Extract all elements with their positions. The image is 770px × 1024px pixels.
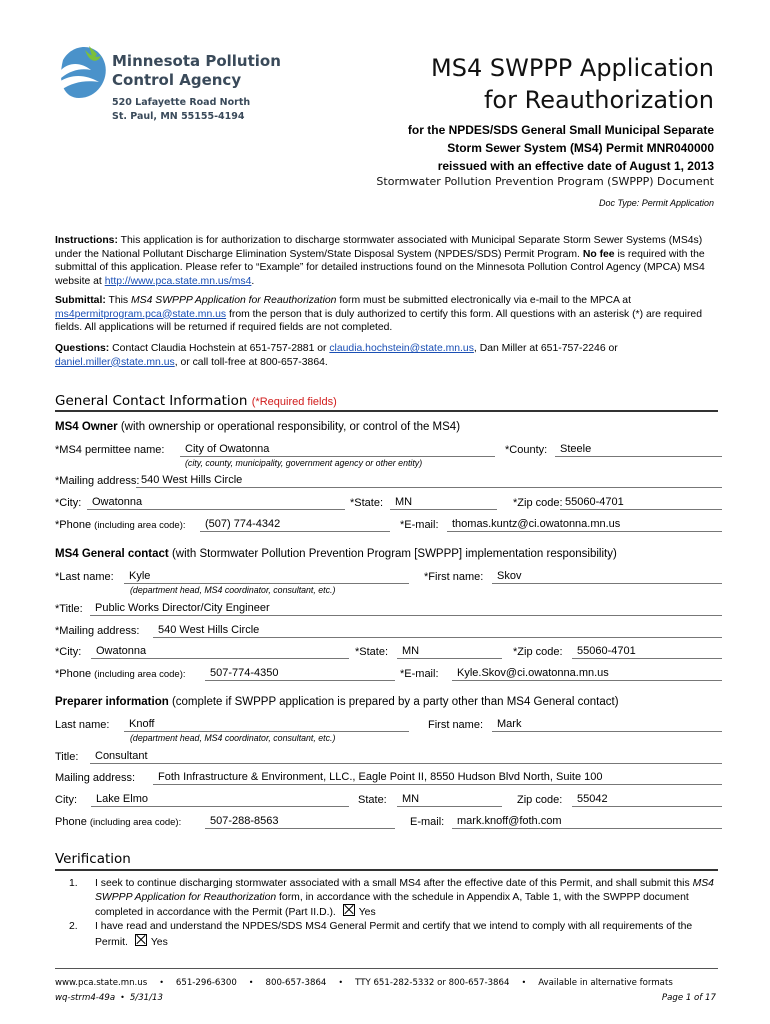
preparer-mailing-label: Mailing address: <box>55 772 136 784</box>
document-type-title: Stormwater Pollution Prevention Program (SWPPP) Document <box>376 175 714 188</box>
permittee-name-hint: (city, county, municipality, government agency or other entity) <box>185 458 423 468</box>
preparer-information-heading: Preparer information (complete if SWPPP application is prepared by a party other than MS4 General contact) <box>55 696 619 708</box>
form-name: MS4 SWPPP Application for Reauthorization <box>131 295 337 306</box>
zip-code-label: *Zip code: <box>513 497 563 509</box>
doc-type-label: Doc Type: Permit Application <box>598 198 714 208</box>
instructions-label: Instructions: <box>55 235 118 246</box>
verification-item-1: 1. I seek to continue discharging stormwater associated with a small MS4 after the effective date of this Permit, and shall submit this MS4 SWPPP Application for Reauthorization form, in accordance with the schedule in Appendix A, Table 1, with the SWPPP document completed in accordance with the Permit (Part II.D.). Yes <box>69 878 714 918</box>
contact-first-name-label: *First name: <box>424 571 484 583</box>
preparer-title-field[interactable]: Consultant <box>90 750 722 764</box>
permittee-name-field[interactable]: City of Owatonna <box>180 443 495 457</box>
preparer-state-label: State: <box>358 794 387 806</box>
page-title <box>431 52 714 116</box>
subtitle-line2: Storm Sewer System (MS4) Permit MNR040000 <box>447 141 714 155</box>
ms4-general-contact-heading: MS4 General contact (with Stormwater Pollution Prevention Program [SWPPP] implementation responsibility) <box>55 548 617 560</box>
subtitle-line1: for the NPDES/SDS General Small Municipal Separate <box>407 123 714 137</box>
required-fields-note: (*Required fields) <box>251 396 337 408</box>
address-line1: 520 Lafayette Road North <box>112 97 251 108</box>
preparer-first-name-field[interactable]: Mark <box>492 718 722 732</box>
instructions-text: This application is for authorization to discharge stormwater associated with Municipal Separate Storm Sewer Systems (MS4s) under the National Pollutant Discharge Elimination System/State Disposal System (NPDES/SDS) Permit Program. <box>55 235 703 260</box>
preparer-mailing-field[interactable]: Foth Infrastructure & Environment, LLC., Eagle Point II, 8550 Hudson Blvd North, Suite 100 <box>153 771 722 785</box>
contact-phone-label: *Phone (including area code): <box>55 668 186 680</box>
preparer-last-name-field[interactable]: Knoff <box>124 718 409 732</box>
county-label: *County: <box>505 444 548 456</box>
verification-2-yes-label: Yes <box>150 936 168 948</box>
verification-heading: Verification <box>55 851 131 867</box>
footer-form-id: wq-strm4-49a • 5/31/13 <box>55 993 163 1003</box>
preparer-email-field[interactable]: mark.knoff@foth.com <box>452 815 722 829</box>
preparer-city-label: City: <box>55 794 77 806</box>
verification-item-2: 2. I have read and understand the NPDES/SDS MS4 General Permit and certify that we intend to comply with all requirements of the Permit. Yes <box>69 921 693 948</box>
preparer-phone-field[interactable]: 507-288-8563 <box>205 815 395 829</box>
page-number: Page 1 of 17 <box>661 993 716 1003</box>
address-line2: St. Paul, MN 55155-4194 <box>112 111 245 122</box>
permittee-name-label: *MS4 permittee name: <box>55 444 165 456</box>
ms4-owner-heading: MS4 Owner (with ownership or operational responsibility, or control of the MS4) <box>55 421 461 433</box>
contact-name-hint: (department head, MS4 coordinator, consultant, etc.) <box>130 585 336 595</box>
section-divider <box>55 410 718 412</box>
preparer-name-hint: (department head, MS4 coordinator, consultant, etc.) <box>130 733 336 743</box>
footer-phone: 651-296-6300 <box>175 978 237 988</box>
footer-alt-formats: Available in alternative formats <box>538 978 673 988</box>
agency-name-line2: Control Agency <box>112 71 242 89</box>
city-field[interactable]: Owatonna <box>87 496 345 510</box>
contact-email-label: *E-mail: <box>400 668 439 680</box>
state-label: *State: <box>350 497 384 509</box>
phone-label: *Phone (including area code): <box>55 519 186 531</box>
preparer-email-label: E-mail: <box>410 816 445 828</box>
permit-subtitle <box>408 121 714 175</box>
preparer-phone-label: Phone (including area code): <box>55 816 182 828</box>
contact-title-label: *Title: <box>55 603 83 615</box>
mpca-logo-icon <box>55 40 111 104</box>
city-label: *City: <box>55 497 82 509</box>
contact-city-label: *City: <box>55 646 82 658</box>
preparer-state-field[interactable]: MN <box>397 793 502 807</box>
contact-mailing-label: *Mailing address: <box>55 625 140 637</box>
general-contact-heading: General Contact Information (*Required fields) <box>55 393 337 409</box>
footer-website: www.pca.state.mn.us <box>55 978 148 988</box>
questions-label: Questions: <box>55 343 110 354</box>
preparer-last-name-label: Last name: <box>55 719 110 731</box>
contact-phone-field[interactable]: 507-774-4350 <box>205 667 395 681</box>
contact-mailing-field[interactable]: 540 West Hills Circle <box>153 624 722 638</box>
claudia-email-link[interactable]: claudia.hochstein@state.mn.us <box>329 343 474 354</box>
submittal-email-link[interactable]: ms4permitprogram.pca@state.mn.us <box>55 308 227 320</box>
title-line2: for Reauthorization <box>483 86 714 114</box>
daniel-email-link[interactable]: daniel.miller@state.mn.us <box>55 356 175 368</box>
county-field[interactable]: Steele <box>555 443 722 457</box>
footer-tty: TTY 651-282-5332 or 800-657-3864 <box>355 978 510 988</box>
contact-city-field[interactable]: Owatonna <box>91 645 349 659</box>
footer-divider <box>55 968 718 969</box>
questions-paragraph: Questions: Contact Claudia Hochstein at 651-757-2881 or claudia.hochstein@state.mn.us, Dan Miller at 651-757-2246 or daniel.miller@state.mn.us, or call toll-free at 800-657-3864. <box>55 343 618 368</box>
contact-title-field[interactable]: Public Works Director/City Engineer <box>90 602 722 616</box>
agency-name <box>112 52 281 90</box>
contact-state-field[interactable]: MN <box>397 645 502 659</box>
agency-name-line1: Minnesota Pollution <box>112 52 281 70</box>
preparer-zip-label: Zip code: <box>517 794 563 806</box>
contact-last-name-label: *Last name: <box>55 571 114 583</box>
title-line1: MS4 SWPPP Application <box>431 54 714 82</box>
footer-toll-free: 800-657-3864 <box>265 978 327 988</box>
instructions-text-2: is required with the submittal of this application. Please refer to “Example” for detailed instructions found on the Minnesota Pollution Control Agency (MPCA) MS4 website at <box>55 248 705 287</box>
preparer-first-name-label: First name: <box>428 719 484 731</box>
contact-last-name-field[interactable]: Kyle <box>124 570 409 584</box>
contact-state-label: *State: <box>355 646 389 658</box>
verification-2-checkbox[interactable] <box>135 934 147 946</box>
ms4-website-link[interactable]: http://www.pca.state.mn.us/ms4 <box>104 275 252 287</box>
preparer-title-label: Title: <box>55 751 79 763</box>
verification-divider <box>55 869 718 871</box>
no-fee-label: No fee <box>582 248 615 260</box>
footer-contact-line: www.pca.state.mn.us • 651-296-6300 • 800-657-3864 • TTY 651-282-5332 or 800-657-3864 • Available in alternative formats <box>55 978 673 988</box>
email-field[interactable]: thomas.kuntz@ci.owatonna.mn.us <box>447 518 722 532</box>
submittal-paragraph: Submittal: This MS4 SWPPP Application for Reauthorization form must be submitted electronically via e-mail to the MPCA at ms4permitprogram.pca@state.mn.us from the person that is duly authorized to certify this form. All questions with an asterisk (*) are required fields. All applications will be returned if required fields are not completed. <box>55 295 702 333</box>
contact-first-name-field[interactable]: Skov <box>492 570 722 584</box>
instructions-paragraph: Instructions: This application is for authorization to discharge stormwater associated with Municipal Separate Storm Sewer Systems (MS4s) under the National Pollutant Discharge Elimination System/State Disposal System (NPDES/SDS) Permit Program. No fee is required with the submittal of this application. Please refer to “Example” for detailed instructions found on the Minnesota Pollution Control Agency (MPCA) MS4 website at http://www.pca.state.mn.us/ms4. <box>55 235 705 287</box>
zip-code-field[interactable]: 55060-4701 <box>560 496 722 510</box>
contact-zip-label: *Zip code: <box>513 646 563 658</box>
verification-1-checkbox[interactable] <box>343 904 355 916</box>
submittal-label: Submittal: <box>55 295 106 306</box>
phone-field[interactable]: (507) 774-4342 <box>200 518 390 532</box>
agency-address <box>112 96 250 124</box>
contact-email-field[interactable]: Kyle.Skov@ci.owatonna.mn.us <box>452 667 722 681</box>
mailing-address-field[interactable]: 540 West Hills Circle <box>136 474 722 488</box>
mailing-address-label: *Mailing address: <box>55 475 140 487</box>
preparer-city-field[interactable]: Lake Elmo <box>91 793 349 807</box>
subtitle-line3: reissued with an effective date of August 1, 2013 <box>437 159 714 173</box>
preparer-zip-field[interactable]: 55042 <box>572 793 722 807</box>
contact-zip-field[interactable]: 55060-4701 <box>572 645 722 659</box>
state-field[interactable]: MN <box>390 496 497 510</box>
email-label: *E-mail: <box>400 519 439 531</box>
verification-1-yes-label: Yes <box>358 907 376 918</box>
